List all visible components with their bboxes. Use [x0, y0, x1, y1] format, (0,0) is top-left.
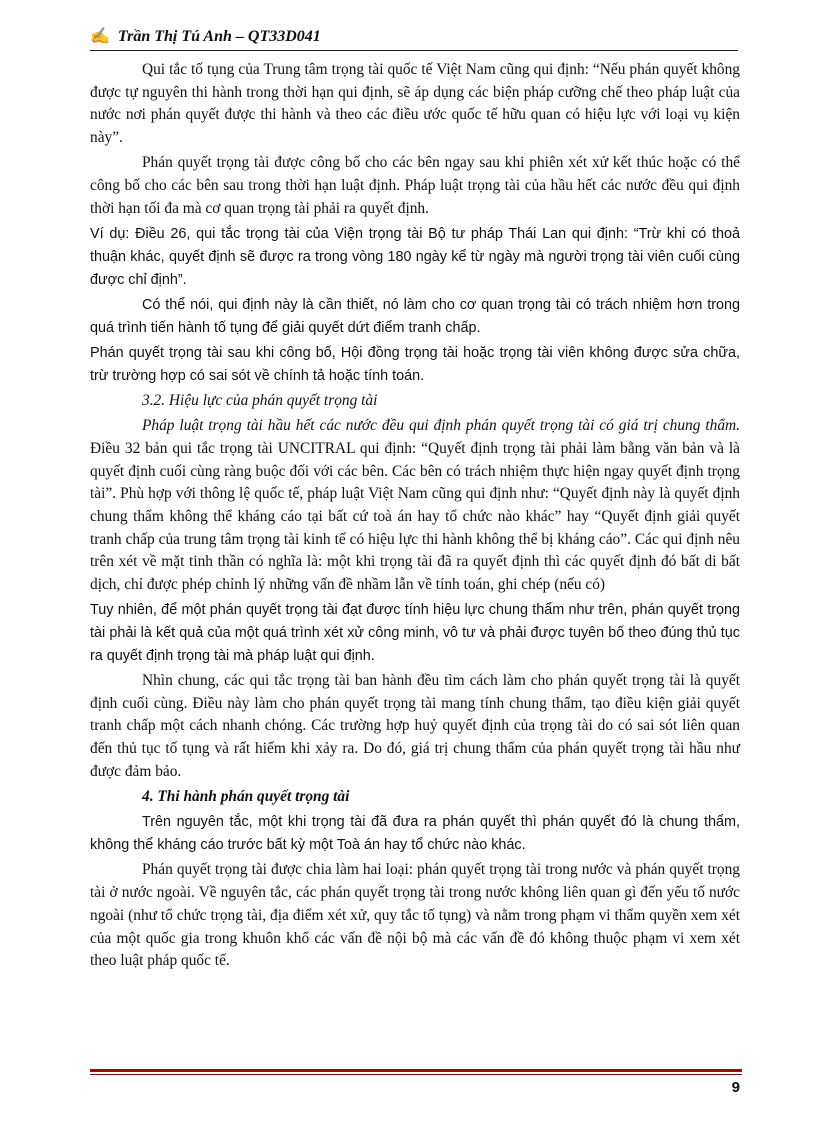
header-title: Trần Thị Tú Anh – QT33D041 — [117, 28, 321, 45]
page-number: 9 — [731, 1079, 740, 1096]
paragraph: Tuy nhiên, để một phán quyết trọng tài đạt được tính hiệu lực chung thẩm như trên, phán quyết trọng tài phải là kết quả của một quá trình xét xử công minh, vô tư và phải được tuyên bố theo đúng thủ tục ra quyết định trọng tài mà pháp luật qui định. — [90, 602, 740, 664]
paragraph-example: Ví dụ: Điều 26, qui tắc trọng tài của Viện trọng tài Bộ tư pháp Thái Lan qui định: “Trừ khi có thoả thuận khác, quyết định sẽ được ra trong vòng 180 ngày kể từ ngày mà người trọng tài viên cuối cùng được chỉ định”. — [90, 226, 740, 288]
paragraph: Nhìn chung, các qui tắc trọng tài ban hành đều tìm cách làm cho phán quyết trọng tài là quyết định cuối cùng. Điều này làm cho phán quyết trọng tài mang tính chung thẩm, tạo điều kiện giải quyết tranh chấp một cách nhanh chóng. Các trường hợp huỷ quyết định của trọng tài do có sai sót liên quan đến thủ tục tố tụng và rất hiếm khi xảy ra. Do đó, giá trị chung thẩm của phán quyết trọng tài hầu như được đảm bảo. — [90, 672, 740, 780]
paragraph: Có thể nói, qui định này là cần thiết, nó làm cho cơ quan trọng tài có trách nhiệm hơn trong quá trình tiến hành tố tụng để giải quyết dứt điểm tranh chấp. — [90, 296, 740, 336]
emphasis-text: Pháp luật trọng tài hầu hết các nước đều qui định phán quyết trọng tài có giá trị chung thẩm. — [142, 417, 740, 435]
footer-rule-thick — [90, 1069, 742, 1072]
page-header — [90, 26, 738, 46]
paragraph: Phán quyết trọng tài được chia làm hai loại: phán quyết trọng tài trong nước và phán quyết trọng tài ở nước ngoài. Về nguyên tắc, các phán quyết trọng tài trong nước không liên quan gì đến yếu tố nước ngoài (như tổ chức trọng tài, địa điểm xét xử, quy tắc tố tụng) và nằm trong phạm vi thẩm quyền xem xét của một quốc gia trong khuôn khổ các vấn đề nội bộ mà các vấn đề đó không thuộc phạm vi xem xét theo luật pháp quốc tế. — [90, 861, 740, 970]
paragraph-text: Điều 32 bản qui tắc trọng tài UNCITRAL qui định: “Quyết định trọng tài phải làm bằng văn bản và là quyết định cuối cùng ràng buộc đối với các bên. Các bên có trách nhiệm thực hiện ngay quyết định trọng tài”. Phù hợp với thông lệ quốc tế, pháp luật Việt Nam cũng qui định như: “Quyết định này là quyết định chung thẩm không thể kháng cáo tại bất cứ toà án hay tổ chức nào khác” hay “Quyết định giải quyết tranh chấp của trung tâm trọng tài kinh tế có hiệu lực thi hành không thể bị kháng cáo”. Các qui định nêu trên xét về mặt tinh thần có nghĩa là: một khi trọng tài đã ra quyết định thì các quyết định đó bất di bất dịch, chỉ được phép chỉnh lý những vấn đề nhầm lẫn về tính toán, ghi chép (nếu có) — [90, 439, 740, 594]
section-heading-4: 4. Thi hành phán quyết trọng tài — [142, 788, 350, 806]
paragraph: Trên nguyên tắc, một khi trọng tài đã đưa ra phán quyết thì phán quyết đó là chung thẩm, không thể kháng cáo trước bất kỳ một Toà án hay tổ chức nào khác. — [90, 814, 740, 854]
paragraph — [90, 415, 740, 597]
header-rule — [90, 50, 738, 51]
paragraph: Phán quyết trọng tài sau khi công bố, Hội đồng trọng tài hoặc trọng tài viên không được sửa chữa, trừ trường hợp có sai sót về chính tả hoặc tính toán. — [90, 344, 740, 384]
footer-rule-thin — [90, 1074, 742, 1075]
section-heading-3-2: 3.2. Hiệu lực của phán quyết trọng tài — [142, 391, 378, 409]
paragraph: Qui tắc tố tụng của Trung tâm trọng tài quốc tế Việt Nam cũng qui định: “Nếu phán quyết không được tự nguyên thi hành trong thời hạn qui định, sẽ áp dụng các biện pháp cưỡng chế theo pháp luật của nước nơi phán quyết được thi hành và theo các điều ước quốc tế hữu quan có hiệu lực với loại vụ kiện này”. — [90, 61, 740, 147]
paragraph: Phán quyết trọng tài được công bố cho các bên ngay sau khi phiên xét xử kết thúc hoặc có thể công bố cho các bên sau trong thời hạn luật định. Pháp luật trọng tài của hầu hết các nước đều qui định thời hạn tối đa mà cơ quan trọng tài phải ra quyết định. — [90, 154, 740, 217]
page-content — [90, 59, 740, 976]
writing-hand-icon: ✍ — [90, 28, 110, 45]
